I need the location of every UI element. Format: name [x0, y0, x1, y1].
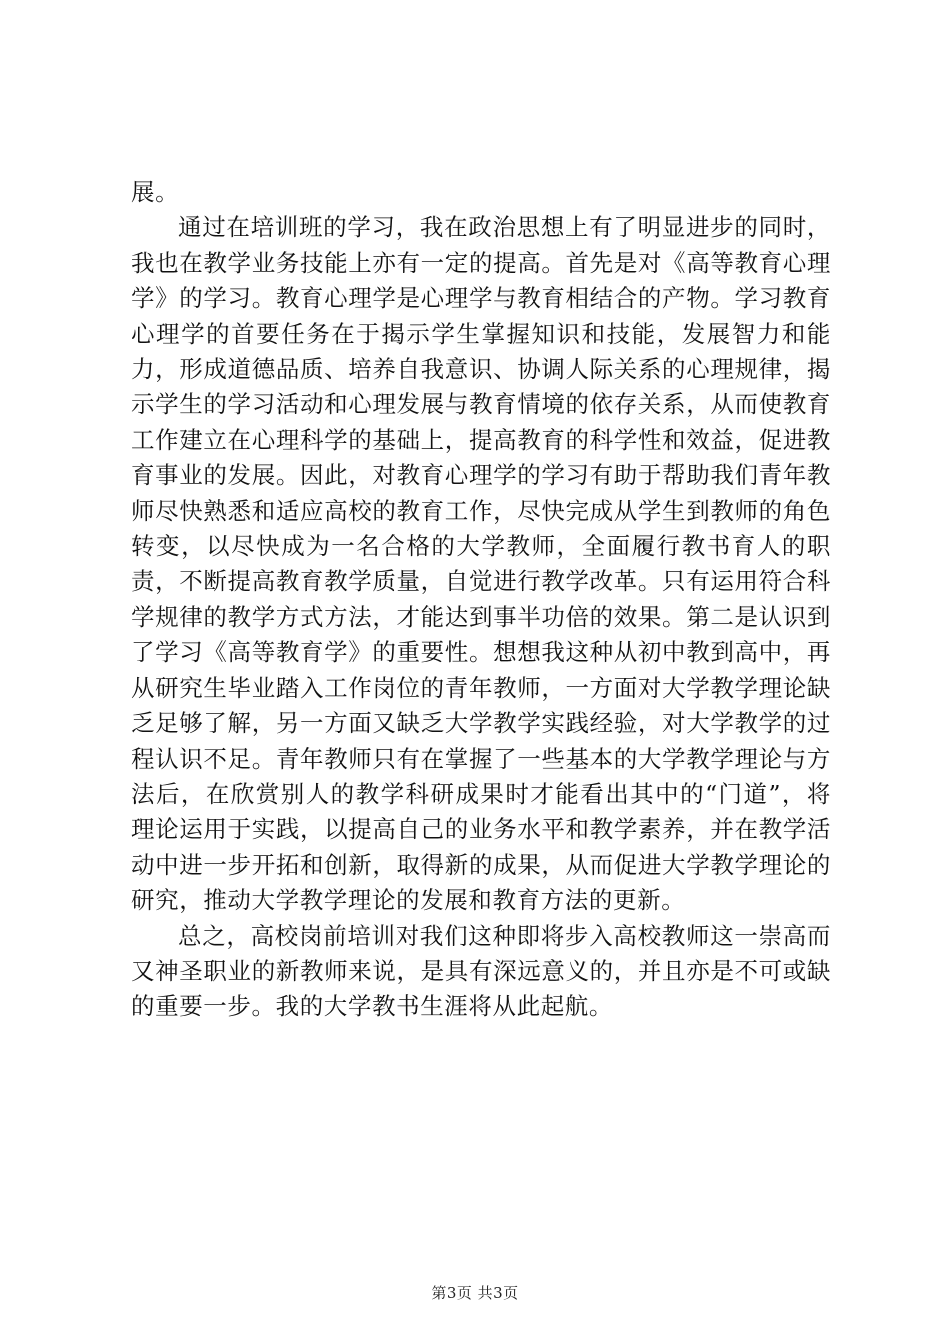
paragraph-training-study: 通过在培训班的学习，我在政治思想上有了明显进步的同时，我也在教学业务技能上亦有一定的提高。首先是对《高等教育心理学》的学习。教育心理学是心理学与教育相结合的产物。学习教育心理学的首要任务在于揭示学生掌握知识和技能，发展智力和能力，形成道德品质、培养自我意识、协调人际关系的心理规律，揭示学生的学习活动和心理发展与教育情境的依存关系，从而使教育工作建立在心理科学的基础上，提高教育的科学性和效益，促进教育事业的发展。因此，对教育心理学的学习有助于帮助我们青年教师尽快熟悉和适应高校的教育工作，尽快完成从学生到教师的角色转变，以尽快成为一名合格的大学教师，全面履行教书育人的职责，不断提高教育教学质量，自觉进行教学改革。只有运用符合科学规律的教学方式方法，才能达到事半功倍的效果。第二是认识到了学习《高等教育学》的重要性。想想我这种从初中教到高中，再从研究生毕业踏入工作岗位的青年教师，一方面对大学教学理论缺乏足够了解，另一方面又缺乏大学教学实践经验，对大学教学的过程认识不足。青年教师只有在掌握了一些基本的大学教学理论与方法后，在欣赏别人的教学科研成果时才能看出其中的“门道”，将理论运用于实践，以提高自己的业务水平和教学素养，并在教学活动中进一步开拓和创新，取得新的成果，从而促进大学教学理论的研究，推动大学教学理论的发展和教育方法的更新。: [131, 213, 831, 915]
paragraph-conclusion: 总之，高校岗前培训对我们这种即将步入高校教师这一崇高而又神圣职业的新教师来说，是具有深远意义的，并且亦是不可或缺的重要一步。我的大学教书生涯将从此起航。: [131, 921, 831, 1021]
page-number-footer: 第3页 共3页: [431, 1284, 519, 1302]
paragraph-continuation: 展。: [131, 178, 180, 206]
document-body: [131, 175, 831, 1025]
